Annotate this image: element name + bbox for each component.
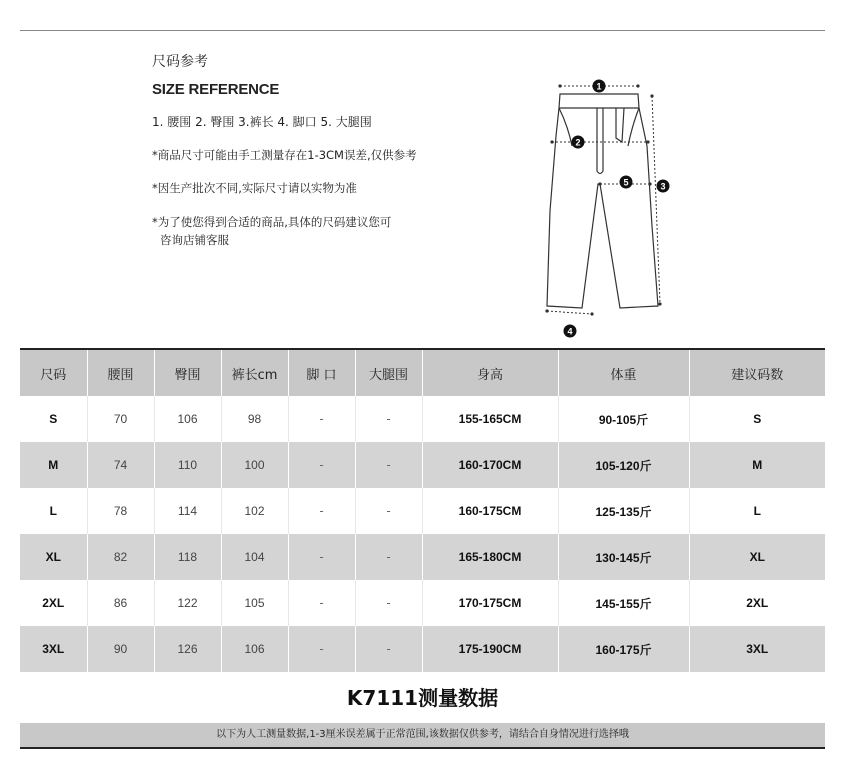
cell-weight: 125-135斤 <box>558 488 689 534</box>
cell-waist: 90 <box>87 626 154 672</box>
cell-hip: 106 <box>154 396 221 442</box>
cell-height: 160-170CM <box>422 442 558 488</box>
size-table <box>20 348 825 672</box>
cn-title: 尺码参考 <box>152 54 208 70</box>
header-size: 尺码 <box>20 349 87 396</box>
marker-5-icon <box>620 176 633 189</box>
note-consult-line2: 咨询店铺客服 <box>160 233 229 247</box>
en-title: SIZE REFERENCE <box>152 81 280 98</box>
cell-length: 100 <box>221 442 288 488</box>
cell-hem: - <box>288 626 355 672</box>
cell-recommended: L <box>689 488 825 534</box>
cell-recommended: XL <box>689 534 825 580</box>
cell-weight: 160-175斤 <box>558 626 689 672</box>
note-consult <box>152 213 482 249</box>
cell-waist: 82 <box>87 534 154 580</box>
cell-hip: 110 <box>154 442 221 488</box>
cell-thigh: - <box>355 626 422 672</box>
cell-weight: 90-105斤 <box>558 396 689 442</box>
cell-length: 104 <box>221 534 288 580</box>
cell-recommended: 2XL <box>689 580 825 626</box>
cell-thigh: - <box>355 396 422 442</box>
cell-height: 165-180CM <box>422 534 558 580</box>
cell-size: 2XL <box>20 580 87 626</box>
cell-thigh: - <box>355 442 422 488</box>
cell-thigh: - <box>355 580 422 626</box>
cell-hem: - <box>288 580 355 626</box>
table-row <box>20 396 825 442</box>
cell-size: M <box>20 442 87 488</box>
header-hem: 脚 口 <box>288 349 355 396</box>
cell-height: 170-175CM <box>422 580 558 626</box>
header-recommended: 建议码数 <box>689 349 825 396</box>
marker-3-icon <box>657 180 670 193</box>
svg-text:2: 2 <box>575 137 581 148</box>
note-consult-line1: *为了使您得到合适的商品,具体的尺码建议您可 <box>152 215 392 229</box>
cell-recommended: S <box>689 396 825 442</box>
measurement-legend: 1. 腰围 2. 臀围 3.裤长 4. 脚口 5. 大腿围 <box>152 115 372 129</box>
svg-text:5: 5 <box>623 177 629 188</box>
cell-hem: - <box>288 442 355 488</box>
table-row <box>20 626 825 672</box>
size-reference-text <box>152 53 482 266</box>
header-weight: 体重 <box>558 349 689 396</box>
pants-measurement-diagram <box>540 76 675 346</box>
header-thigh: 大腿围 <box>355 349 422 396</box>
cell-weight: 105-120斤 <box>558 442 689 488</box>
cell-height: 160-175CM <box>422 488 558 534</box>
header-height: 身高 <box>422 349 558 396</box>
cell-hem: - <box>288 396 355 442</box>
cell-height: 175-190CM <box>422 626 558 672</box>
measurement-note: 以下为人工测量数据,1-3厘米误差属于正常范围,该数据仅供参考，请结合自身情况进行选择哦 <box>20 723 825 749</box>
note-error-margin: *商品尺寸可能由手工测量存在1-3CM误差,仅供参考 <box>152 148 417 162</box>
cell-size: L <box>20 488 87 534</box>
header-waist: 腰围 <box>87 349 154 396</box>
marker-2-icon <box>572 136 585 149</box>
cell-size: S <box>20 396 87 442</box>
header-length: 裤长cm <box>221 349 288 396</box>
cell-waist: 78 <box>87 488 154 534</box>
pants-outline-icon <box>547 94 658 308</box>
cell-hip: 114 <box>154 488 221 534</box>
marker-4-icon <box>564 325 577 338</box>
cell-waist: 74 <box>87 442 154 488</box>
table-row <box>20 442 825 488</box>
size-reference-panel <box>20 30 825 348</box>
cell-thigh: - <box>355 534 422 580</box>
cell-waist: 86 <box>87 580 154 626</box>
cell-hem: - <box>288 488 355 534</box>
svg-text:3: 3 <box>660 181 666 192</box>
cell-hip: 118 <box>154 534 221 580</box>
cell-recommended: M <box>689 442 825 488</box>
table-row <box>20 488 825 534</box>
table-header-row <box>20 349 825 396</box>
cell-length: 102 <box>221 488 288 534</box>
cell-thigh: - <box>355 488 422 534</box>
cell-size: 3XL <box>20 626 87 672</box>
svg-text:1: 1 <box>596 81 602 92</box>
note-batch: *因生产批次不同,实际尺寸请以实物为准 <box>152 181 357 195</box>
cell-weight: 145-155斤 <box>558 580 689 626</box>
cell-hip: 126 <box>154 626 221 672</box>
cell-length: 98 <box>221 396 288 442</box>
measurement-title: K7111测量数据 <box>20 673 825 723</box>
cell-length: 106 <box>221 626 288 672</box>
cell-length: 105 <box>221 580 288 626</box>
svg-text:4: 4 <box>567 326 573 337</box>
table-row <box>20 580 825 626</box>
cell-hem: - <box>288 534 355 580</box>
cell-waist: 70 <box>87 396 154 442</box>
table-row <box>20 534 825 580</box>
header-hip: 臀围 <box>154 349 221 396</box>
marker-1-icon <box>593 80 606 93</box>
cell-height: 155-165CM <box>422 396 558 442</box>
cell-recommended: 3XL <box>689 626 825 672</box>
cell-size: XL <box>20 534 87 580</box>
cell-hip: 122 <box>154 580 221 626</box>
cell-weight: 130-145斤 <box>558 534 689 580</box>
